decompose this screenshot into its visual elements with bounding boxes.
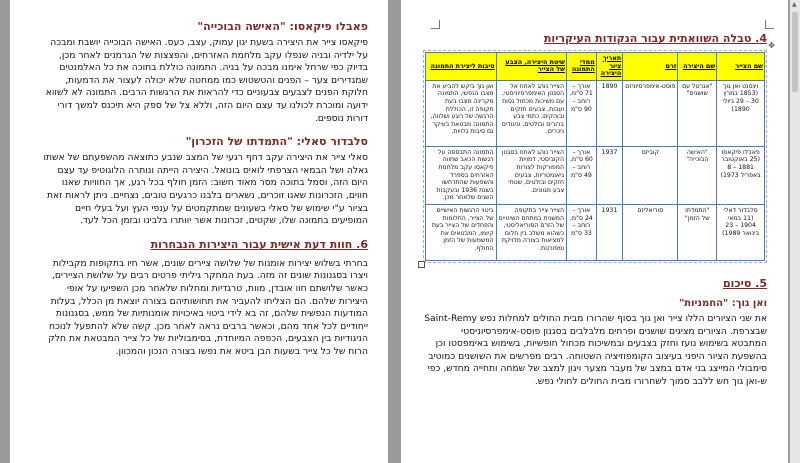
table-cell: אורך – 71 ס"מ, רוחב – 90 ס"מ xyxy=(567,80,597,146)
heading-dali: סלבדור סאלי: "התמדתו של הזכרון" xyxy=(185,135,368,149)
heading-personal-opinion: 6. חוות דעת אישית עבור היצירות הנבחרות xyxy=(150,237,368,251)
table-wrapper[interactable] xyxy=(423,41,775,263)
vertical-scrollbar[interactable] xyxy=(790,0,800,463)
table-cell: אורך – 60 ס"מ, רוחב – 49 ס"מ xyxy=(567,146,597,204)
table-cell: 1890 xyxy=(596,80,623,146)
table-cell: התמונה התבססה על רגשות הכאב שחווה פיקאסו עקב מלחמת האזרחים בספרד והשפעות שהתרחשו בשנת 1936 ובעקבות השנים שלאחר מכן. xyxy=(426,146,497,204)
table-move-handle-icon[interactable]: ✥ xyxy=(768,41,775,50)
table-cell: אורך – 24 ס"מ, רוחב – 33 ס"מ xyxy=(567,204,597,260)
table-cell: קוביזם xyxy=(623,146,678,204)
scroll-up-icon[interactable]: ▲ xyxy=(792,1,797,8)
right-page-content xyxy=(423,32,775,389)
table-cell: סלבדור דאלי (11 במאי 1904 – 23 בינואר 1989) xyxy=(717,204,765,260)
table-cell: 1931 xyxy=(596,204,623,260)
table-cell: הצייר נוהג לאחוז בסגנון הקוביסטי, דמויות המפורקות לצורות גיאומטריות, צבעים חזקים ובולטים, שטחי צבע מגוונים. xyxy=(496,146,566,204)
table-cell: וינסנט ואן גוך (1853 במרץ 30 – 29 ביולי 1890) xyxy=(717,80,765,146)
subheading-van-gogh: ואן גוך: "החמניות" xyxy=(679,297,767,309)
table-cell: הצייר נוהג לאחוז אל הסגנון האימפרסיוניסטי, עם משיכות מכחול גסות ועבות, צבעים חזקים ובוהקים, כתמי צבע ברורים ובולטים, וניגודים ניכרים. xyxy=(496,80,566,146)
table-row xyxy=(426,146,765,204)
table-row xyxy=(426,80,765,146)
table-cell: פאבלו פיקאסו (25 באוקטובר 1881 – 8 באפריל 1973) xyxy=(717,146,765,204)
paragraph-personal-opinion: בחרתי בשלוש יצירות אומנות של שלושה ציירים שונים, אשר חיו בתקופות מקבילות ויצרו בסגנונות שונים זה מזה. בעת המחקר גיליתי פרטים רבים על שלושת הציירים, כאשר שלושתם חוו אובדן, מוות, טרגדיות ומחלות שלאחר מכן השפיעו על אופי היצירות שלהם. הם הצליחו להעביר את תחושותיהם בצורה יוצאת מן הכלל, בעלות המודעות הנפשית שלהם, זה בא לידי ביטוי באיכויות אומנותיות של ממש, בסגנונות ייחודיים לכל אחד מהם, וכאשר ברבים נראה לאחר מכן. קשה שלא להתפעל לנוכח הניגודיות בין הצבעים, הכפפה המיוחדת, בסימבוליות של כל צייר המבטאת את חלק הרוח של כל צייר בשעות הבן ביטא את נפשו בצורה הנכון והמכוון. xyxy=(48,257,368,357)
table-cell: "התמדתו של הזמן" xyxy=(678,204,717,260)
table-cell: ביטוי הרגשות האישיים של הצייר, החלומות והפחדים של הצייר בעת קיומו, המבטאים את המשמעות של הזמן החולף. xyxy=(426,204,497,260)
document-page-right xyxy=(401,0,788,463)
table-header-cell: תאריך ציור היצירה xyxy=(596,53,623,81)
table-header-cell: סיבות ליצירת התמונה xyxy=(426,53,497,81)
table-row xyxy=(426,204,765,260)
table-cell: הצייר צייר בתקופה המשנית במתחם השינויים של הזרם הסוריאליסטי, כשהוא משלב בין חלום למציאות בצורה מדויקת ומפורטת. xyxy=(496,204,566,260)
heading-summary: 5. סיכום xyxy=(722,276,767,290)
table-cell: "האישה הבוכייה" xyxy=(678,146,717,204)
table-cell: 1937 xyxy=(596,146,623,204)
margin-corner-marker xyxy=(431,20,440,29)
table-cell: ואן גוך ביקש להביע את מצבו הנפשי, התמונה מקרינה מצבו בעת תקופה זו, הכוללת הרגשה של רוגע ושלווה, התמונה מבטאת בעיקר גם סיבות גלויות. xyxy=(426,80,497,146)
margin-corner-marker xyxy=(765,20,774,29)
paragraph-dali: סאלי צייר את היצירה עקב דחף רגעי של המצב שנבע כתוצאה מהשפעתם של אשתו גאלה ושל הבמאי הצרפתי לואיס בונואל. היצירה הייתה ונותרה הלוגוטיפ עד עצם היום הזה, וסמל בתוכה מסר מאוד חשוב: הזמן חולף בכל רגע, אך החוויות שאנו חווים, הזכרונות שאנו זוכרים, נשארים בלבנו כרגעים טובים, נצחיים. ניתן לראות זאת בציור ע"י שימוש של סאלי בשעונים שמתקמטים על ענפי העץ ועל בעלי חיים המופיעים בתמונה שלו, שקטים, זכרונות אשר יוותרו בלבינו ובזמן הכל לעד. xyxy=(43,152,368,227)
paragraph-picasso: פיקאסו צייר את היצירה בשעת יגון עמוק, עצב, כעס. האישה הבוכייה יושבת ומבכה על ילדיה ובניה שנפלו עקב מלחמת האזרחים, והפצצות של הגרמנים לאחר מכן, בדיוק כפי שרחל אימנו מבכה על בניה. התמונה כוללת בתוכה את כל האלמנטים שמגדירים צער – הפנים והטשטוש כמו ממחטה שלא יכולה לעצור את הדמעות, חלוקת הפנים לצבעים צבעוניים כדי להראות את הרגשות הרבים. התמונה לא לשווא ידועה ומוכרת לכולנו עד עצם היום הזה, וללא צל של ספק היא תיכנס למשך דורי דורות נוספים. xyxy=(45,37,368,124)
heading-picasso: פאבלו פיקאסו: "האישה הבוכייה" xyxy=(197,20,368,33)
table-header-cell: שם היצירה xyxy=(678,53,717,81)
document-page-left xyxy=(10,0,388,463)
paragraph-summary: את שני הציורים הללו צייר ואן גוך בסוף שהרורו מבית החולים למחלות נפש Saint-Remy שבצרפת. הציורים מציגים שושנים ופרחים מלבלבים בסגנון פוסט-אימפרסיוניסטי המתבטא בשימוש נועז וחזק בצבעים ובמשיכות מכחול חופשיות, בשימוש באימפסטו וכן בהשפעת הציור היפני בעיצוב הקומפוזיציה השטוחה. רבים מפרשים את השושנים כמוטיב סימבולי המייצג בני אדם במצב של מעבר מצער ויגון למצב של שמחה ותחייה מחדש, כפי ש-ואן גוך חש ללבב סמוך לשחרורו מבית החולים לחולי נפש. xyxy=(424,312,767,387)
table-header-cell: זרם xyxy=(623,53,678,81)
table-header-cell: שם הצייר xyxy=(717,53,765,81)
table-header-cell: ממדי התמונה xyxy=(567,53,597,81)
table-resize-handle-icon[interactable] xyxy=(418,261,425,268)
table-cell: "אגרטל עם שושנים" xyxy=(678,80,717,146)
scroll-thumb[interactable] xyxy=(792,12,798,92)
heading-comparison-table: 4. טבלה השוואתית עבור הנקודות העיקריות xyxy=(543,32,767,45)
left-page-content xyxy=(38,20,368,358)
table-header-cell: שיטת היצירה, הצבע של הצייר xyxy=(496,53,566,81)
comparison-table xyxy=(425,52,765,261)
table-header-row xyxy=(426,53,765,81)
table-cell: סוריאליזם xyxy=(623,204,678,260)
table-cell: פוסט-אימפרסיוניזם xyxy=(623,80,678,146)
